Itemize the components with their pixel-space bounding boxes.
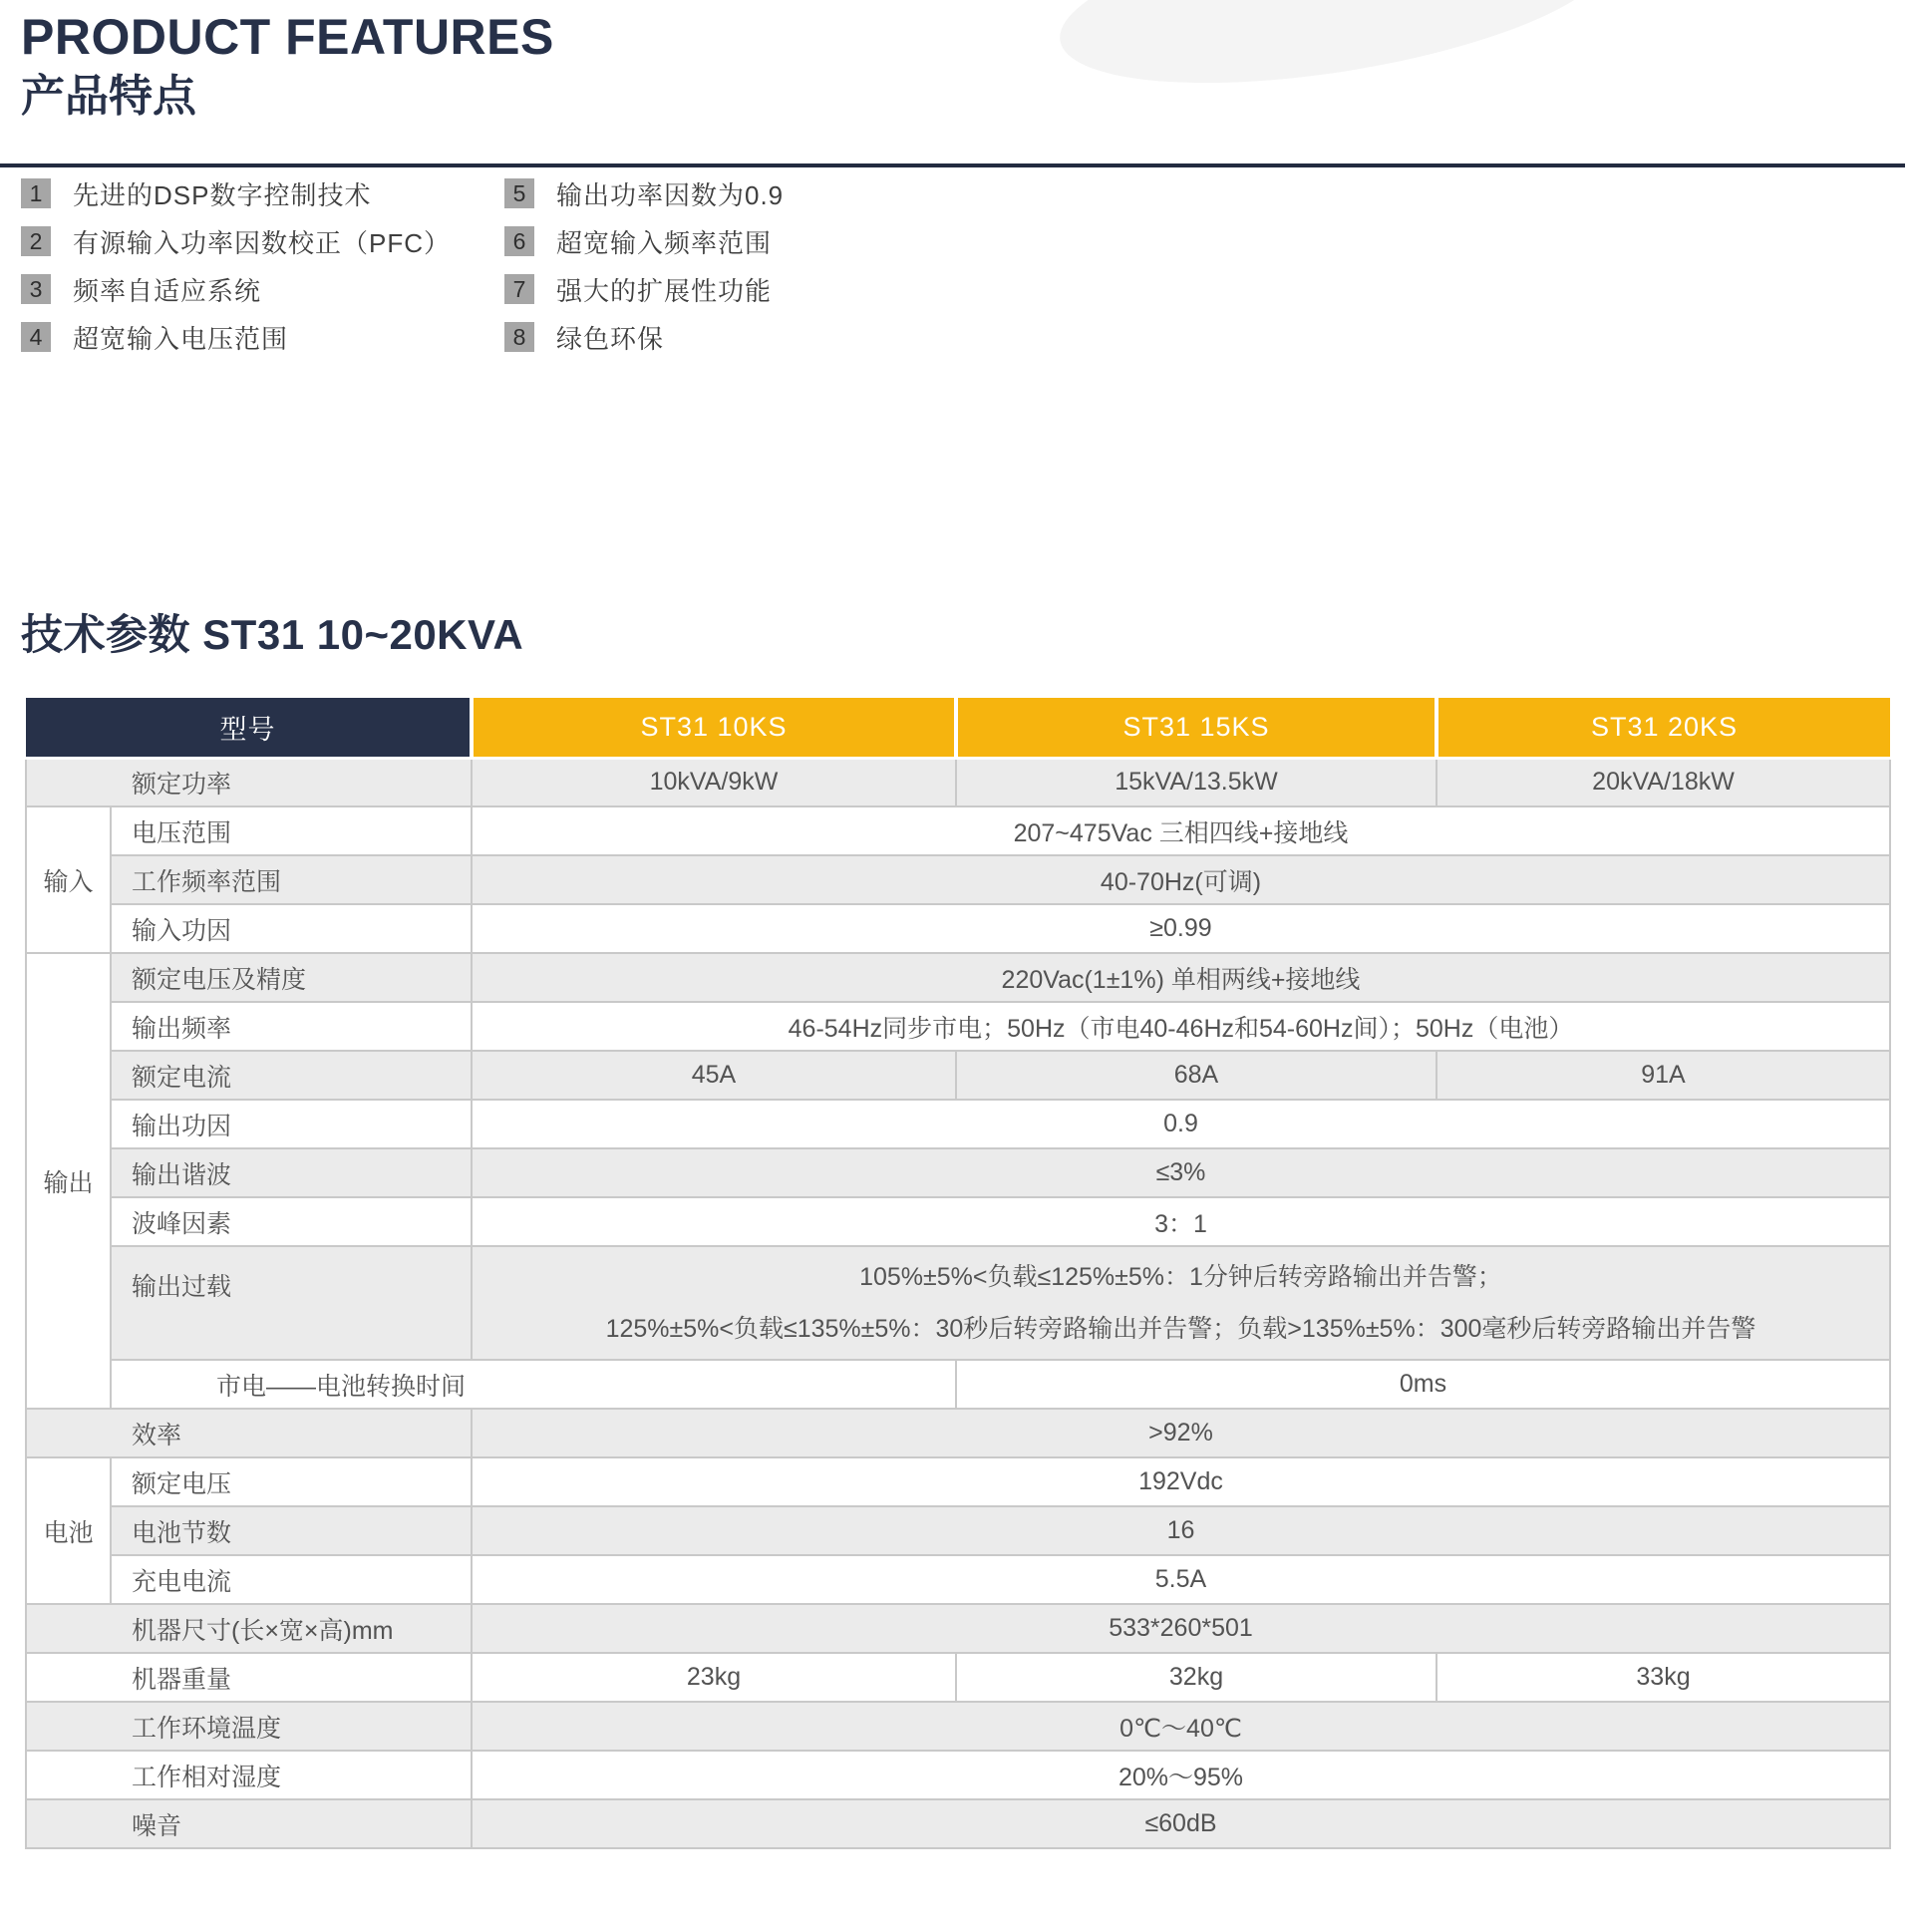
feature-number-badge: 2 bbox=[21, 226, 51, 256]
spec-row-crest-factor bbox=[26, 1197, 1890, 1246]
spec-value: 20%～95% bbox=[472, 1751, 1890, 1799]
spec-value: ≥0.99 bbox=[472, 904, 1890, 953]
feature-item bbox=[504, 178, 784, 208]
spec-value: 45A bbox=[472, 1051, 956, 1100]
spec-value: 5.5A bbox=[472, 1555, 1890, 1604]
spec-value: 33kg bbox=[1436, 1653, 1890, 1702]
spec-value: 192Vdc bbox=[472, 1457, 1890, 1506]
spec-row-output-frequency bbox=[26, 1002, 1890, 1051]
spec-label: 额定电压及精度 bbox=[111, 953, 472, 1002]
feature-item bbox=[21, 226, 451, 256]
feature-number-badge: 8 bbox=[504, 322, 534, 352]
spec-value: 220Vac(1±1%) 单相两线+接地线 bbox=[472, 953, 1890, 1002]
spec-group-input: 输入 bbox=[26, 806, 111, 953]
spec-label: 输出频率 bbox=[111, 1002, 472, 1051]
page-title-en: PRODUCT FEATURES bbox=[21, 9, 554, 65]
feature-number-badge: 5 bbox=[504, 178, 534, 208]
spec-row-output-power-factor bbox=[26, 1100, 1890, 1148]
spec-row-transfer-time bbox=[26, 1360, 1890, 1409]
feature-text: 绿色环保 bbox=[556, 323, 665, 354]
spec-value: 15kVA/13.5kW bbox=[956, 758, 1436, 806]
spec-value: 0ms bbox=[956, 1360, 1890, 1409]
feature-item bbox=[504, 274, 784, 304]
spec-row-noise bbox=[26, 1799, 1890, 1848]
model-header-st31-10ks: ST31 10KS bbox=[472, 698, 956, 758]
spec-label: 工作环境温度 bbox=[26, 1702, 472, 1751]
feature-text: 超宽输入电压范围 bbox=[73, 323, 289, 354]
spec-row-dimensions bbox=[26, 1604, 1890, 1653]
spec-value: >92% bbox=[472, 1409, 1890, 1457]
title-divider bbox=[0, 163, 1905, 167]
section-title: 技术参数 ST31 10~20KVA bbox=[21, 611, 524, 658]
spec-label: 电压范围 bbox=[111, 806, 472, 855]
spec-value: ≤60dB bbox=[472, 1799, 1890, 1848]
spec-row-rated-current bbox=[26, 1051, 1890, 1100]
spec-row-battery-voltage bbox=[26, 1457, 1890, 1506]
spec-label: 输出功因 bbox=[111, 1100, 472, 1148]
spec-label: 机器重量 bbox=[26, 1653, 472, 1702]
spec-row-output-harmonics bbox=[26, 1148, 1890, 1197]
table-header-row bbox=[26, 698, 1890, 758]
feature-text: 超宽输入频率范围 bbox=[556, 227, 773, 258]
feature-text: 输出功率因数为0.9 bbox=[556, 179, 785, 210]
spec-value: 46-54Hz同步市电；50Hz（市电40-46Hz和54-60Hz间）；50Hz（电池） bbox=[472, 1002, 1890, 1051]
spec-label: 输出谐波 bbox=[111, 1148, 472, 1197]
spec-value: 16 bbox=[472, 1506, 1890, 1555]
spec-label: 市电——电池转换时间 bbox=[111, 1360, 956, 1409]
spec-value: 20kVA/18kW bbox=[1436, 758, 1890, 806]
spec-label: 额定电流 bbox=[111, 1051, 472, 1100]
spec-row-input-power-factor bbox=[26, 904, 1890, 953]
feature-number-badge: 4 bbox=[21, 322, 51, 352]
spec-row-output-overload bbox=[26, 1246, 1890, 1360]
decorative-swoosh bbox=[1049, 0, 1624, 115]
spec-value: 533*260*501 bbox=[472, 1604, 1890, 1653]
feature-item bbox=[21, 322, 451, 352]
spec-row-weight bbox=[26, 1653, 1890, 1702]
spec-label: 效率 bbox=[26, 1409, 472, 1457]
spec-value: 68A bbox=[956, 1051, 1436, 1100]
feature-number-badge: 3 bbox=[21, 274, 51, 304]
feature-text: 强大的扩展性功能 bbox=[556, 275, 773, 306]
spec-group-battery: 电池 bbox=[26, 1457, 111, 1604]
spec-label: 工作频率范围 bbox=[111, 855, 472, 904]
feature-list-left bbox=[21, 178, 451, 370]
spec-row-battery-count bbox=[26, 1506, 1890, 1555]
spec-label: 波峰因素 bbox=[111, 1197, 472, 1246]
spec-table bbox=[25, 698, 1891, 1849]
feature-text: 频率自适应系统 bbox=[73, 275, 262, 306]
spec-row-rated-power bbox=[26, 758, 1890, 806]
feature-number-badge: 6 bbox=[504, 226, 534, 256]
spec-row-relative-humidity bbox=[26, 1751, 1890, 1799]
page-title-zh: 产品特点 bbox=[21, 72, 196, 121]
spec-label: 额定电压 bbox=[111, 1457, 472, 1506]
feature-text: 先进的DSP数字控制技术 bbox=[73, 179, 372, 210]
page-title-block bbox=[21, 8, 554, 124]
spec-row-charge-current bbox=[26, 1555, 1890, 1604]
feature-number-badge: 1 bbox=[21, 178, 51, 208]
spec-label: 输入功因 bbox=[111, 904, 472, 953]
feature-text: 有源输入功率因数校正（PFC） bbox=[73, 227, 452, 258]
spec-row-operating-temperature bbox=[26, 1702, 1890, 1751]
spec-row-input-voltage-range bbox=[26, 806, 1890, 855]
spec-value: 0.9 bbox=[472, 1100, 1890, 1148]
spec-row-output-voltage-precision bbox=[26, 953, 1890, 1002]
spec-row-efficiency bbox=[26, 1409, 1890, 1457]
feature-list-right bbox=[504, 178, 784, 370]
spec-label: 机器尺寸(长×宽×高)mm bbox=[26, 1604, 472, 1653]
model-column-header: 型号 bbox=[26, 698, 472, 758]
feature-item bbox=[21, 178, 451, 208]
overload-line-2: 125%±5%<负载≤135%±5%：30秒后转旁路输出并告警；负载>135%±5%：300毫秒后转旁路输出并告警 bbox=[605, 1315, 1756, 1343]
spec-label: 噪音 bbox=[26, 1799, 472, 1848]
spec-value: 40-70Hz(可调) bbox=[472, 855, 1890, 904]
overload-line-1: 105%±5%<负载≤125%±5%：1分钟后转旁路输出并告警； bbox=[859, 1263, 1502, 1291]
spec-value: 10kVA/9kW bbox=[472, 758, 956, 806]
spec-label: 工作相对湿度 bbox=[26, 1751, 472, 1799]
spec-value: 91A bbox=[1436, 1051, 1890, 1100]
spec-value bbox=[472, 1246, 1890, 1360]
model-header-st31-15ks: ST31 15KS bbox=[956, 698, 1436, 758]
spec-value: 3：1 bbox=[472, 1197, 1890, 1246]
feature-item bbox=[504, 226, 784, 256]
feature-item bbox=[504, 322, 784, 352]
spec-label: 输出过载 bbox=[111, 1246, 472, 1360]
spec-label: 电池节数 bbox=[111, 1506, 472, 1555]
spec-value: 32kg bbox=[956, 1653, 1436, 1702]
spec-value: 23kg bbox=[472, 1653, 956, 1702]
spec-value: 0℃～40℃ bbox=[472, 1702, 1890, 1751]
spec-value: ≤3% bbox=[472, 1148, 1890, 1197]
spec-row-input-frequency-range bbox=[26, 855, 1890, 904]
model-header-st31-20ks: ST31 20KS bbox=[1436, 698, 1890, 758]
spec-value: 207~475Vac 三相四线+接地线 bbox=[472, 806, 1890, 855]
spec-group-output: 输出 bbox=[26, 953, 111, 1409]
spec-label: 额定功率 bbox=[26, 758, 472, 806]
feature-item bbox=[21, 274, 451, 304]
feature-number-badge: 7 bbox=[504, 274, 534, 304]
spec-label: 充电电流 bbox=[111, 1555, 472, 1604]
